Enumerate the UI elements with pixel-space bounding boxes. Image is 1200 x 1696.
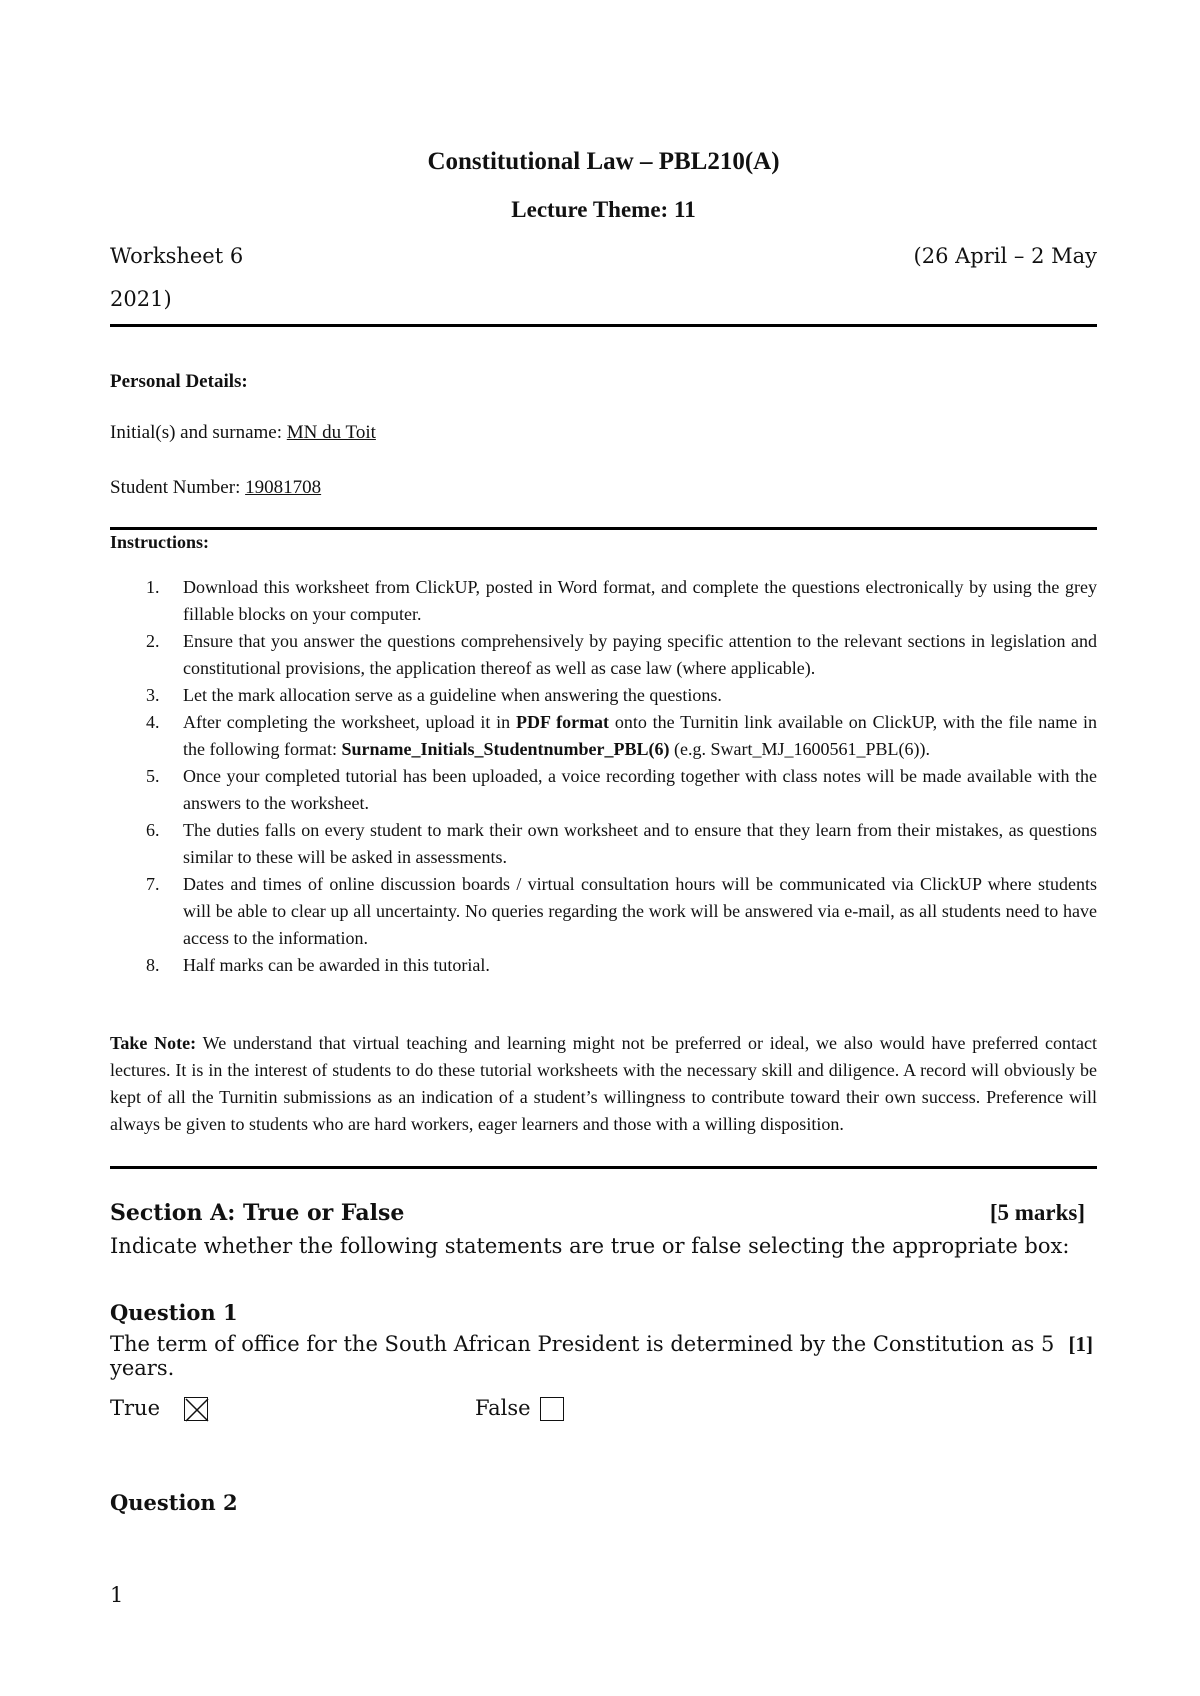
section-a-marks: [5 marks]: [989, 1200, 1085, 1225]
question-1-heading: Question 1: [110, 1300, 238, 1325]
take-note-paragraph: [110, 1030, 1097, 1138]
worksheet-dates: (26 April – 2 May: [913, 244, 1097, 268]
list-item: 8. Half marks can be awarded in this tutorial.: [146, 955, 490, 975]
list-item: 2. Ensure that you answer the questions comprehensively by paying specific attention to the relevant sections in legislation and constitutional provisions, the application thereof as well as case law (where applicable).: [146, 631, 1097, 678]
instructions-heading: Instructions:: [110, 532, 210, 552]
false-checkbox[interactable]: [540, 1397, 564, 1421]
question-1-text: The term of office for the South African President is determined by the Constitution as 5 years.: [110, 1332, 1055, 1380]
checked-x-icon: [185, 1398, 209, 1422]
section-a-heading: [110, 1200, 1097, 1226]
list-item: 6. The duties falls on every student to mark their own worksheet and to ensure that they learn from their mistakes, as questions similar to these will be asked in assessments.: [146, 820, 1097, 867]
section-a-title: Section A: True or False: [110, 1200, 405, 1226]
question-1-statement: [110, 1332, 1097, 1380]
lecture-theme: Lecture Theme: 11: [511, 197, 696, 222]
worksheet-label: Worksheet 6: [110, 244, 244, 268]
pdf-format-emphasis: PDF format: [515, 712, 610, 732]
name-field: [110, 422, 376, 444]
list-item: 5. Once your completed tutorial has been uploaded, a voice recording together with class notes will be made available with the answers to the worksheet.: [146, 766, 1097, 813]
section-a-instruction: Indicate whether the following statements are true or false selecting the appropriate box:: [110, 1234, 1070, 1258]
option-false-label: False: [475, 1396, 531, 1420]
take-note-text: We understand that virtual teaching and learning might not be preferred or ideal, we also would have preferred contact lectures. It is in the interest of students to do these tutorial worksheets with the necessary skill and diligence. A record will obviously be kept of all the Turnitin submissions as an indication of a student’s willingness to contribute toward their own success. Preference will always be given to students who are hard workers, eager learners and those with a willing disposition.: [110, 1033, 1097, 1134]
name-value[interactable]: MN du Toit: [286, 422, 376, 443]
filename-format-emphasis: Surname_Initials_Studentnumber_PBL(6): [341, 739, 670, 759]
horizontal-rule: [110, 324, 1097, 327]
name-label: Initial(s) and surname:: [110, 422, 283, 443]
true-checkbox[interactable]: [184, 1397, 208, 1421]
list-item: 1. Download this worksheet from ClickUP, posted in Word format, and complete the questions electronically by using the grey fillable blocks on your computer.: [146, 577, 1097, 624]
option-true-label: True: [110, 1396, 160, 1420]
student-number-field: [110, 477, 321, 499]
page-number: 1: [110, 1583, 124, 1607]
list-item: 4. After completing the worksheet, upload it in PDF format onto the Turnitin link available on ClickUP, with the file name in the following format: Surname_Initials_Studentnumber_PBL(6) (e.g. Swart_MJ_1600561_PBL(6)).: [146, 712, 1098, 759]
personal-details-heading: Personal Details:: [110, 371, 248, 392]
list-item: 3. Let the mark allocation serve as a guideline when answering the questions.: [146, 685, 722, 705]
question-1-marks: [1]: [1068, 1332, 1093, 1356]
take-note-label: Take Note:: [110, 1033, 197, 1053]
student-number-value[interactable]: 19081708: [245, 477, 322, 498]
horizontal-rule: [110, 1166, 1097, 1169]
worksheet-dates-continued: 2021): [110, 287, 172, 311]
student-number-label: Student Number:: [110, 477, 241, 498]
instructions-list: [110, 574, 1097, 979]
question-2-heading: Question 2: [110, 1490, 238, 1515]
horizontal-rule: [110, 527, 1097, 530]
document-title: Constitutional Law – PBL210(A): [427, 148, 780, 175]
list-item: 7. Dates and times of online discussion boards / virtual consultation hours will be communicated via ClickUP where students will be able to clear up all uncertainty. No queries regarding the work will be answered via e-mail, as all students need to have access to the information.: [146, 874, 1097, 948]
